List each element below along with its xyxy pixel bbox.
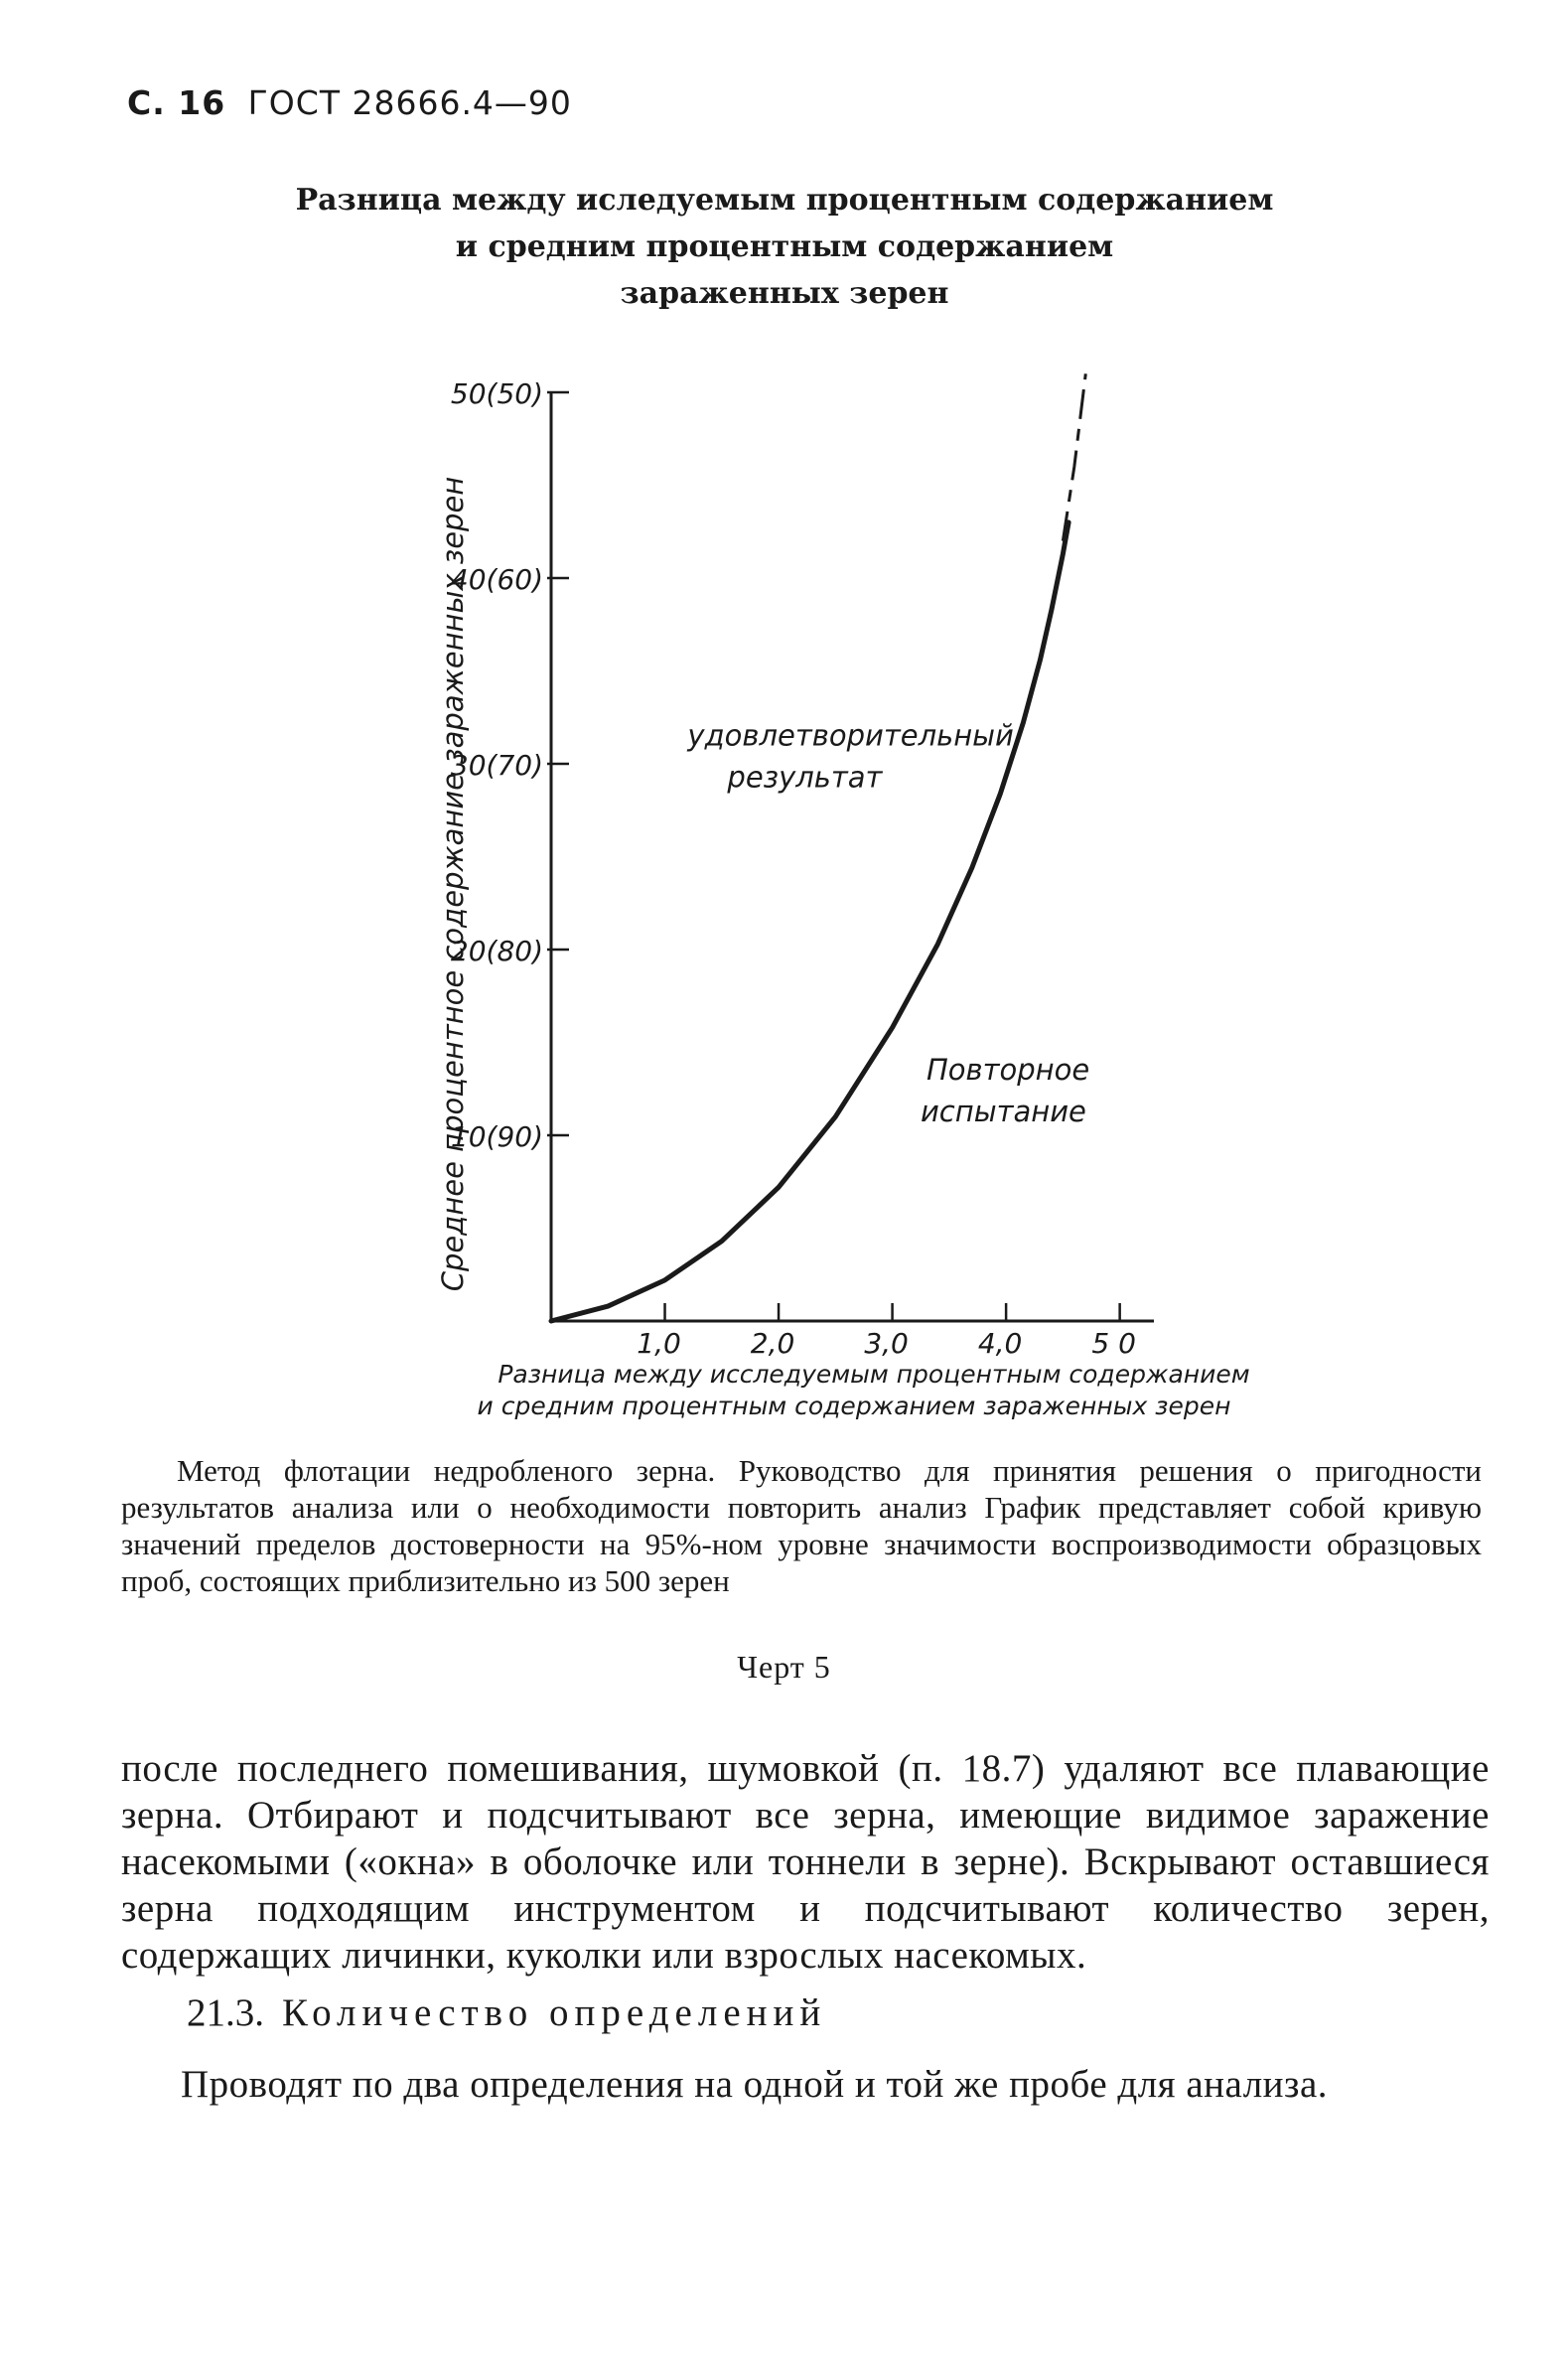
- section-paragraph-text: Проводят по два определения на одной и той же пробе для анализа.: [181, 2063, 1329, 2106]
- curve-extension: [1063, 373, 1085, 540]
- x-tick-label: 3,0: [864, 1327, 909, 1360]
- x-axis-title: Разница между исследуемым процентным содержанием и средним процентным содержанием зараженных зерен: [477, 1360, 1250, 1420]
- page-number: С. 16: [127, 83, 226, 122]
- x-tick-label: 1,0: [637, 1327, 681, 1360]
- annotation-satisfactory-2: результат: [727, 760, 883, 795]
- x-tick-label: 2,0: [750, 1327, 795, 1360]
- standard-number: ГОСТ 28666.4—90: [247, 83, 572, 122]
- section-paragraph: [121, 2061, 1490, 2109]
- y-tick-label: 30(70): [450, 749, 543, 782]
- y-tick-label: 50(50): [450, 377, 543, 410]
- section-heading: [187, 1990, 826, 2035]
- y-tick-label: 20(80): [450, 935, 543, 967]
- x-tick-label: 4,0: [977, 1327, 1023, 1360]
- annotation-retest-2: испытание: [920, 1094, 1086, 1128]
- chart-title-line-2: и средним процентным содержанием: [455, 229, 1114, 264]
- chart-title-line-1: Разница между иследуемым процентным содержанием: [295, 183, 1274, 218]
- y-tick-label: 10(90): [450, 1120, 543, 1153]
- section-title: Количество определений: [282, 1991, 827, 2034]
- chart-title-line-3: зараженных зерен: [620, 276, 949, 311]
- body-paragraph: после последнего помешивания, шумовкой (п. 18.7) удаляют все плавающие зерна. Отбирают и подсчитывают все зерна, имеющие видимое заражение насекомыми («окна» в оболочке или тоннели в зерне). Вскрывают оставшиеся зерна подходящим инструментом и подсчитывают количество зерен, содержащих личинки, куколки или взрослых насекомых.: [121, 1747, 1490, 1977]
- x-tick-label: 5 0: [1091, 1327, 1136, 1360]
- figure-label: Черт 5: [737, 1649, 831, 1685]
- confidence-curve: [551, 522, 1069, 1321]
- section-number: 21.3.: [187, 1991, 264, 2034]
- annotation-retest: Повторное: [926, 1052, 1090, 1087]
- figure-caption-text: Метод флотации недробленого зерна. Руководство для принятия решения о пригодности результатов анализа или о необходимости повторить анализ График представляет собой кривую значений пределов достоверности на 95%-ном уровне значимости воспроизводимости образцовых проб, состоящих приблизительно из 500 зерен: [121, 1453, 1482, 1598]
- annotation-satisfactory: удовлетворительный: [687, 718, 1014, 753]
- y-axis-title: Среднее процентное содержание зараженных зерен: [436, 476, 470, 1292]
- y-tick-label: 40(60): [450, 563, 543, 596]
- figure-caption: [121, 1452, 1482, 1599]
